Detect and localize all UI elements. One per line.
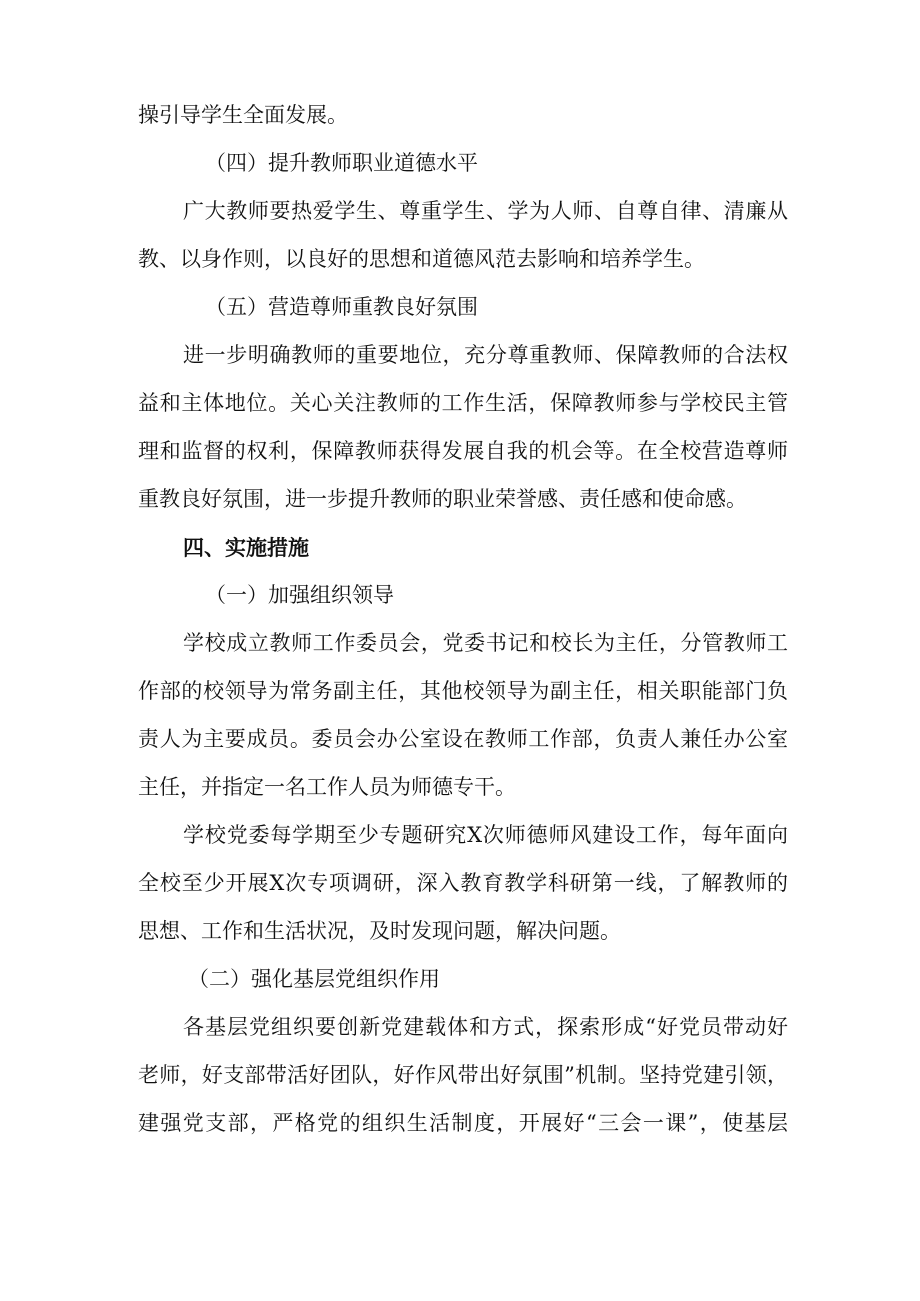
section-heading: （一）加强组织领导 bbox=[205, 583, 394, 607]
paragraph-line: 全校至少开展X次专项调研，深入教育教学科研第一线，了解教师的 bbox=[138, 871, 788, 895]
paragraph-line: 老师，好支部带活好团队，好作风带出好氛围”机制。坚持党建引领， bbox=[138, 1063, 788, 1087]
paragraph-line: 主任，并指定一名工作人员为师德专干。 bbox=[138, 775, 516, 799]
paragraph-line: 广大教师要热爱学生、尊重学生、学为人师、自尊自律、清廉从 bbox=[183, 199, 788, 223]
paragraph-line: 重教良好氛围，进一步提升教师的职业荣誉感、责任感和使命感。 bbox=[138, 487, 747, 511]
paragraph-line: 思想、工作和生活状况，及时发现问题，解决问题。 bbox=[138, 919, 621, 943]
paragraph-line: 学校党委每学期至少专题研究X次师德师风建设工作，每年面向 bbox=[183, 823, 788, 847]
paragraph-line: 责人为主要成员。委员会办公室设在教师工作部，负责人兼任办公室 bbox=[138, 727, 788, 751]
paragraph-line: 学校成立教师工作委员会，党委书记和校长为主任，分管教师工 bbox=[183, 631, 788, 655]
paragraph-line: 理和监督的权利，保障教师获得发展自我的机会等。在全校营造尊师 bbox=[138, 439, 788, 463]
paragraph-line: 益和主体地位。关心关注教师的工作生活，保障教师参与学校民主管 bbox=[138, 391, 788, 415]
paragraph-line: 作部的校领导为常务副主任，其他校领导为副主任，相关职能部门负 bbox=[138, 679, 788, 703]
paragraph-line: 进一步明确教师的重要地位，充分尊重教师、保障教师的合法权 bbox=[183, 343, 788, 367]
section-heading: （四）提升教师职业道德水平 bbox=[205, 151, 478, 175]
paragraph-line: 操引导学生全面发展。 bbox=[138, 103, 348, 127]
paragraph-line: 建强党支部，严格党的组织生活制度，开展好“三会一课”，使基层 bbox=[138, 1111, 788, 1135]
section-heading: （五）营造尊师重教良好氛围 bbox=[205, 295, 478, 319]
paragraph-line: 教、以身作则，以良好的思想和道德风范去影响和培养学生。 bbox=[138, 247, 705, 271]
section-heading: （二）强化基层党组织作用 bbox=[188, 967, 440, 991]
paragraph-line: 各基层党组织要创新党建载体和方式，探索形成“好党员带动好 bbox=[183, 1015, 788, 1039]
chapter-heading: 四、实施措施 bbox=[183, 536, 309, 560]
